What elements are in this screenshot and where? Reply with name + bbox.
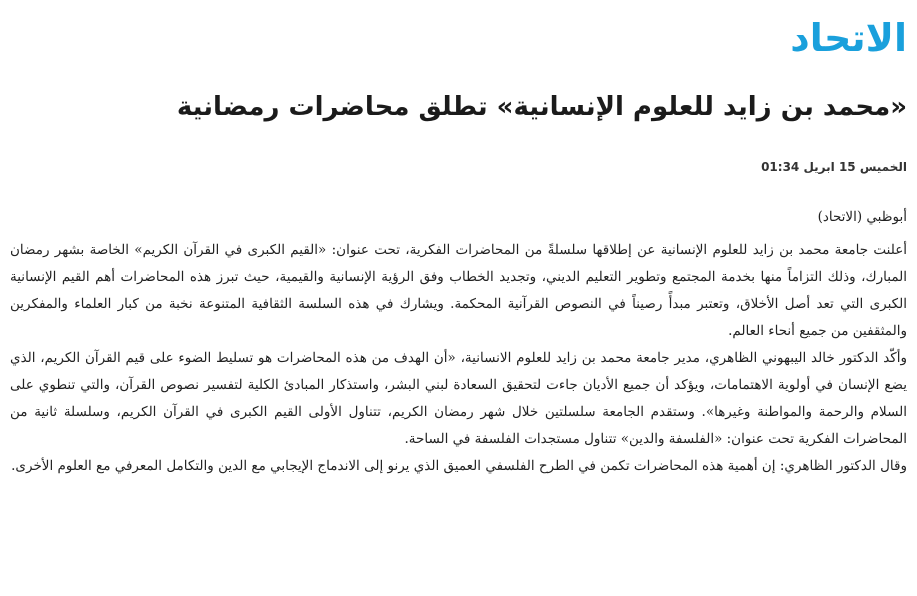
article-body: [10, 204, 907, 480]
article-title: «محمد بن زايد للعلوم الإنسانية» تطلق محاضرات رمضانية: [176, 92, 907, 122]
site-logo[interactable]: الاتحاد: [790, 16, 907, 60]
article-paragraph: وأكّد الدكتور خالد اليبهوني الظاهري، مدير جامعة محمد بن زايد للعلوم الانسانية، «أن الهدف من هذه المحاضرات هو تسليط الضوء على قيم القرآن الكريم، الذي يضع الإنسان في أولوية الاهتمامات، ويؤكد أن جميع الأديان جاءت لتحقيق السعادة لبني البشر، واستذكار المبادئ الكلية لتفسير نصوص القرآن، والتي تنطوي على السلام والرحمة والمواطنة وغيرها». وستقدم الجامعة سلسلتين خلال شهر رمضان الكريم، تتناول الأولى القيم الكبرى في القرآن الكريم، وسلسلة ثانية من المحاضرات الفكرية تحت عنوان: «الفلسفة والدين» تتناول مستجدات الفلسفة في الساحة.: [10, 350, 907, 447]
article-paragraph: وقال الدكتور الظاهري: إن أهمية هذه المحاضرات تكمن في الطرح الفلسفي العميق الذي يرنو إلى الاندماج الإيجابي مع الدين والتكامل المعرفي مع العلوم الأخرى.: [11, 458, 907, 474]
article-paragraph: أعلنت جامعة محمد بن زايد للعلوم الإنسانية عن إطلاقها سلسلةً من المحاضرات الفكرية، تحت عنوان: «القيم الكبرى في القرآن الكريم» الخاصة بشهر رمضان المبارك، وذلك التزاماً منها بخدمة المجتمع وتطوير التعليم الديني، وتجديد الخطاب وفق الرؤية الإنسانية والقيمية، حيث تبرز هذه المحاضرات أهم القيم الإنسانية الكبرى التي تعد أصل الأخلاق، وتعتبر مبدأً رصيناً في النصوص القرآنية المحكمة. ويشارك في هذه السلسة الثقافية المتنوعة نخبة من كبار العلماء والمفكرين والمثقفين من جميع أنحاء العالم.: [10, 242, 907, 339]
article-dateline: أبوظبي (الاتحاد): [817, 209, 907, 225]
article-date: الخميس 15 ابريل 01:34: [761, 160, 907, 174]
